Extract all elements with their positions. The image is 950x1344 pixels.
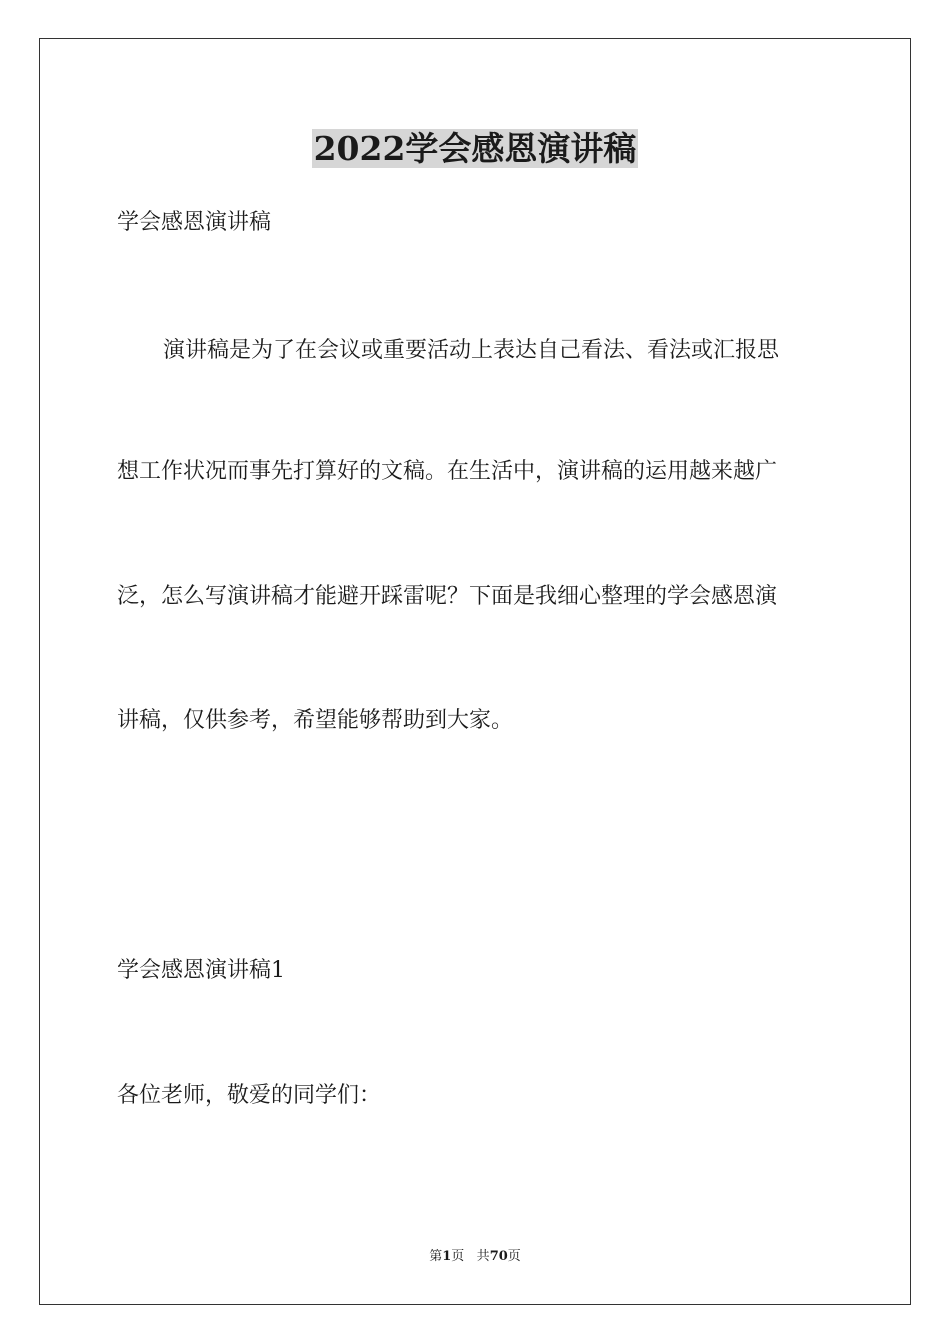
document-subtitle: 学会感恩演讲稿 [117, 210, 272, 235]
intro-paragraph-line-4: 讲稿，仅供参考，希望能够帮助到大家。 [117, 708, 514, 733]
footer-page-prefix: 第 [429, 1249, 443, 1264]
footer-total-pages: 70 [489, 1249, 508, 1264]
footer-page-suffix: 页 [451, 1249, 465, 1264]
footer-total-prefix: 共 [476, 1249, 490, 1264]
section-heading: 学会感恩演讲稿1 [117, 958, 285, 983]
document-title [0, 127, 950, 171]
intro-paragraph-line-1: 演讲稿是为了在会议或重要活动上表达自己看法、看法或汇报思 [163, 338, 780, 363]
document-title-text: 2022学会感恩演讲稿 [313, 129, 637, 168]
page-footer [0, 1248, 950, 1266]
footer-page-number: 1 [442, 1249, 452, 1264]
footer-total-suffix: 页 [507, 1249, 521, 1264]
intro-paragraph-line-2: 想工作状况而事先打算好的文稿。在生活中，演讲稿的运用越来越广 [117, 459, 778, 484]
intro-paragraph-line-3: 泛，怎么写演讲稿才能避开踩雷呢？下面是我细心整理的学会感恩演 [117, 584, 778, 609]
greeting-line: 各位老师，敬爱的同学们： [117, 1083, 382, 1108]
